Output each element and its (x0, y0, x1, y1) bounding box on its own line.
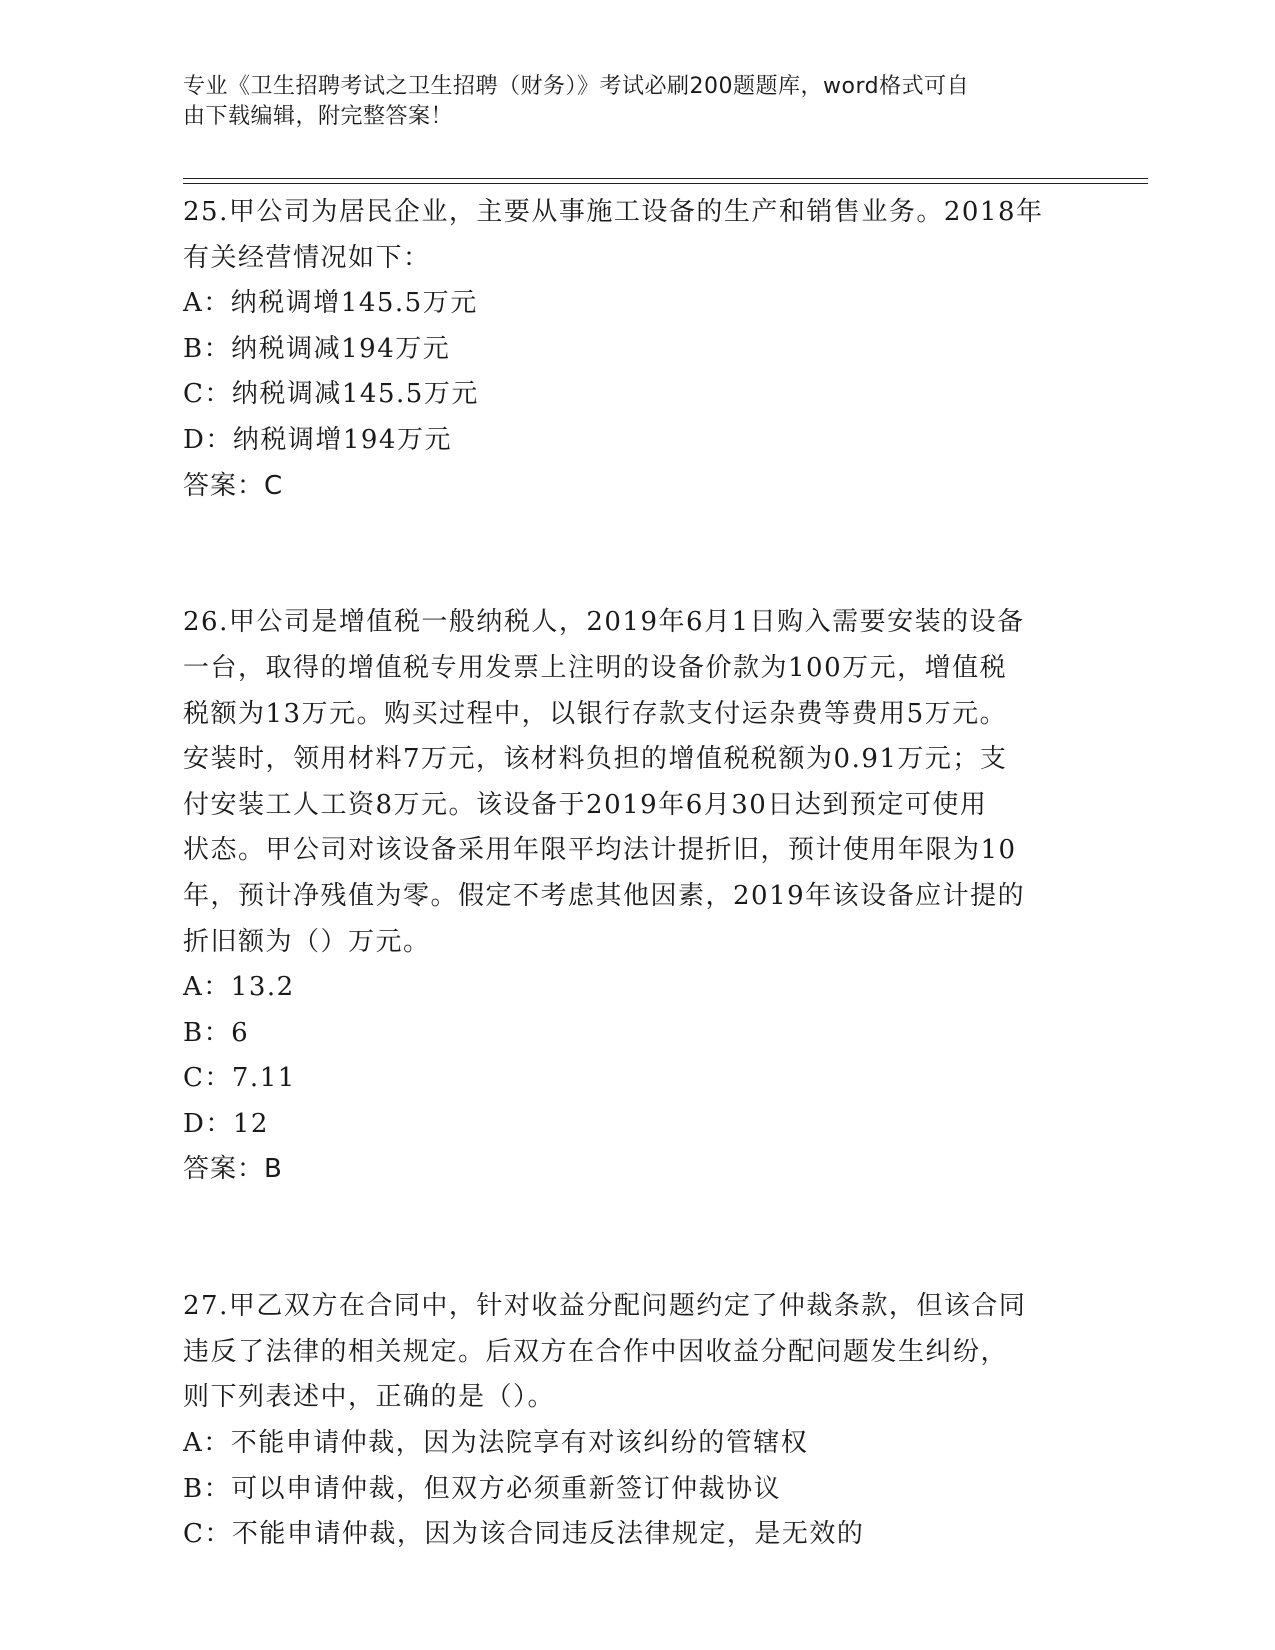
header-rule-bottom (183, 183, 1148, 184)
header-line-2: 由下载编辑，附完整答案！ (183, 104, 454, 129)
stem-line: 27.甲乙双方在合同中，针对收益分配问题约定了仲裁条款，但该合同 (183, 1291, 1027, 1322)
option-c: C：7.11 (183, 1063, 296, 1094)
option-a: A：13.2 (183, 972, 295, 1003)
stem-line: 年，预计净残值为零。假定不考虑其他因素，2019年该设备应计提的 (183, 880, 1026, 911)
option-c: C：纳税调减145.5万元 (183, 379, 479, 410)
question-27 (183, 1284, 1083, 1558)
document-header (183, 72, 1063, 132)
document-body (183, 190, 1083, 1558)
answer-line: 答案：B (183, 1154, 283, 1185)
stem-line: 26.甲公司是增值税一般纳税人，2019年6月1日购入需要安装的设备 (183, 607, 1025, 638)
stem-line: 折旧额为（）万元。 (183, 926, 431, 957)
stem-line: 则下列表述中，正确的是（）。 (183, 1382, 556, 1413)
answer-line: 答案：C (183, 470, 284, 501)
question-stem (183, 190, 1083, 281)
question-stem (183, 600, 1083, 965)
question-stem (183, 1284, 1083, 1421)
option-b: B：可以申请仲裁，但双方必须重新签订仲裁协议 (183, 1473, 782, 1504)
stem-line: 有关经营情况如下： (183, 242, 431, 273)
question-gap (183, 1193, 1083, 1239)
stem-line: 状态。甲公司对该设备采用年限平均法计提折旧，预计使用年限为10 (183, 835, 1017, 866)
question-25 (183, 190, 1083, 509)
stem-line: 25.甲公司为居民企业，主要从事施工设备的生产和销售业务。2018年 (183, 197, 1044, 227)
question-26 (183, 600, 1083, 1193)
stem-line: 税额为13万元。购买过程中，以银行存款支付运杂费等费用5万元。 (183, 698, 1008, 729)
option-b: B：6 (183, 1017, 250, 1048)
stem-line: 一台，取得的增值税专用发票上注明的设备价款为100万元，增值税 (183, 652, 1008, 683)
question-gap (183, 1239, 1083, 1285)
question-gap (183, 509, 1083, 555)
stem-line: 付安装工人工资8万元。该设备于2019年6月30日达到预定可使用 (183, 789, 988, 820)
stem-line: 安装时，领用材料7万元，该材料负担的增值税税额为0.91万元；支 (183, 744, 1008, 775)
option-c: C：不能申请仲裁，因为该合同违反法律规定，是无效的 (183, 1519, 865, 1550)
header-rule-top (183, 178, 1148, 179)
option-a: A：不能申请仲裁，因为法院享有对该纠纷的管辖权 (183, 1428, 809, 1459)
stem-line: 违反了法律的相关规定。后双方在合作中因收益分配问题发生纠纷， (183, 1336, 1009, 1367)
option-a: A：纳税调增145.5万元 (183, 288, 478, 319)
option-d: D：纳税调增194万元 (183, 424, 452, 455)
option-b: B：纳税调减194万元 (183, 333, 451, 364)
header-line-1: 专业《卫生招聘考试之卫生招聘（财务）》考试必刷200题题库，word格式可自 (183, 74, 970, 99)
option-d: D：12 (183, 1108, 269, 1139)
question-gap (183, 555, 1083, 601)
